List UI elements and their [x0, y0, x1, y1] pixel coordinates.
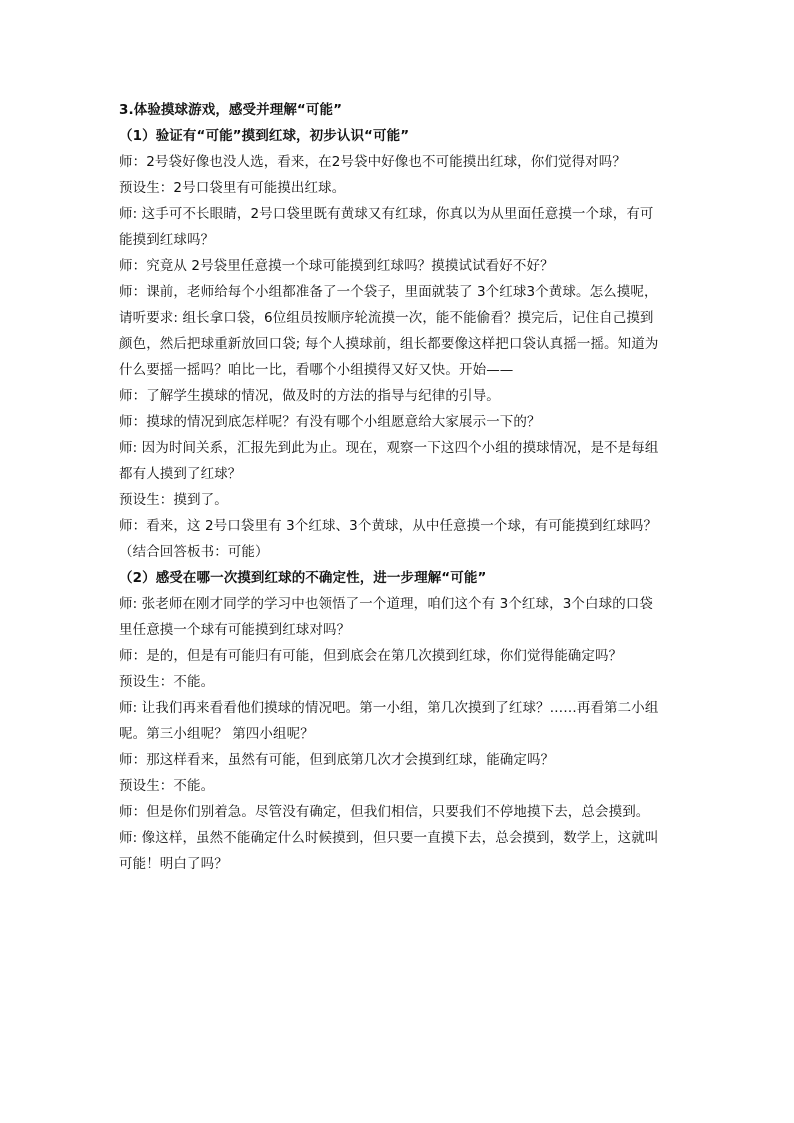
- document-body: [119, 97, 689, 877]
- text-line: 呢。第三小组呢？ 第四小组呢？: [119, 726, 314, 742]
- text-line: 预设生：不能。: [119, 778, 215, 794]
- text-line: 师: 这手可不长眼睛，2号口袋里既有黄球又有红球，你真以为从里面任意摸一个球，有可: [119, 206, 654, 222]
- text-line: 什么要摇一摇吗？咱比一比，看哪个小组摸得又好又快。开始——: [119, 362, 514, 378]
- text-line: 师：看来，这 2号口袋里有 3个红球、3个黄球，从中任意摸一个球，有可能摸到红球吗？: [119, 518, 658, 534]
- text-line: 预设生：2号口袋里有可能摸出红球。: [119, 180, 346, 196]
- subsection-heading: （1）验证有“可能”摸到红球，初步认识“可能”: [119, 128, 410, 144]
- text-line: 师：了解学生摸球的情况，做及时的方法的指导与纪律的引导。: [119, 388, 500, 404]
- text-line: 里任意摸一个球有可能摸到红球对吗？: [119, 622, 351, 638]
- text-line: 师：是的，但是有可能归有可能，但到底会在第几次摸到红球，你们觉得能确定吗？: [119, 648, 623, 664]
- text-line: 颜色，然后把球重新放回口袋; 每个人摸球前，组长都要像这样把口袋认真摇一摇。知道为: [119, 336, 659, 352]
- text-line: 能摸到红球吗？: [119, 232, 215, 248]
- section-title: 3.体验摸球游戏，感受并理解“可能”: [119, 102, 343, 118]
- subsection-heading: （2）感受在哪一次摸到红球的不确定性，进一步理解“可能”: [119, 570, 487, 586]
- text-line: 都有人摸到了红球？: [119, 466, 242, 482]
- text-line: 师：课前，老师给每个小组都准备了一个袋子，里面就装了 3个红球3个黄球。怎么摸呢，: [119, 284, 658, 300]
- text-line: 预设生：摸到了。: [119, 492, 228, 508]
- text-line: 师：那这样看来，虽然有可能，但到底第几次才会摸到红球，能确定吗？: [119, 752, 555, 768]
- paragraph-lines: [119, 123, 689, 877]
- text-line: 师：摸球的情况到底怎样呢？有没有哪个小组愿意给大家展示一下的？: [119, 414, 541, 430]
- text-line: 预设生：不能。: [119, 674, 215, 690]
- text-line: 师: 像这样，虽然不能确定什么时候摸到，但只要一直摸下去，总会摸到，数学上，这就叫: [119, 830, 659, 846]
- text-line: 师：2号袋好像也没人选，看来，在2号袋中好像也不可能摸出红球，你们觉得对吗？: [119, 154, 626, 170]
- text-line: 师：但是你们别着急。尽管没有确定，但我们相信，只要我们不停地摸下去，总会摸到。: [119, 804, 650, 820]
- text-line: 师: 张老师在刚才同学的学习中也领悟了一个道理，咱们这个有 3个红球，3个白球的口袋: [119, 596, 654, 612]
- text-line: （结合回答板书：可能）: [119, 544, 269, 560]
- text-line: 师: 因为时间关系，汇报先到此为止。现在，观察一下这四个小组的摸球情况，是不是每组: [119, 440, 659, 456]
- text-line: 师: 让我们再来看看他们摸球的情况吧。第一小组，第几次摸到了红球？……再看第二小组: [119, 700, 659, 716]
- text-line: 可能！明白了吗？: [119, 856, 228, 872]
- text-line: 师：究竟从 2号袋里任意摸一个球可能摸到红球吗？摸摸试试看好不好？: [119, 258, 554, 274]
- text-line: 请听要求: 组长拿口袋，6位组员按顺序轮流摸一次，能不能偷看？摸完后，记住自己摸到: [119, 310, 654, 326]
